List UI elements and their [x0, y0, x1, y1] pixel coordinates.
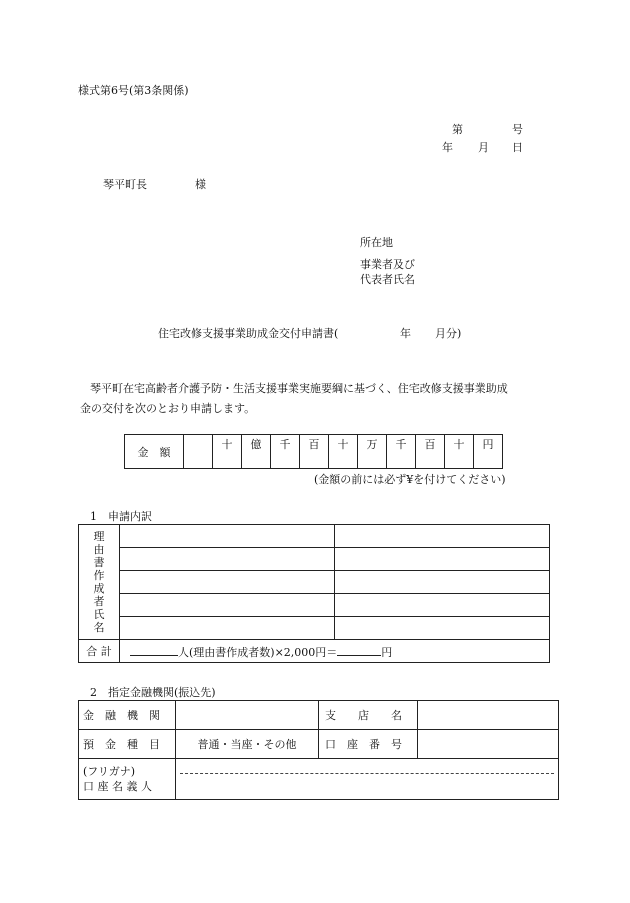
name-label-line2: 代表者氏名 [360, 273, 415, 286]
name-label-line1: 事業者及び [360, 258, 415, 271]
holder-label-cell [79, 759, 176, 800]
applicant-cell[interactable] [335, 571, 550, 594]
body-line-1: 琴平町在宅高齢者介護予防・生活支援事業実施要綱に基づく、住宅改修支援事業助成 [90, 382, 508, 395]
applicant-cell[interactable] [335, 525, 550, 548]
account-field[interactable] [418, 730, 559, 759]
vertical-label-char: 作 [93, 569, 105, 582]
amount-blank-cell[interactable] [184, 435, 213, 469]
total-text: 人(理由書作成者数)×2,000円＝ [178, 645, 338, 659]
applicant-cell[interactable] [120, 548, 335, 571]
applicant-name-label [79, 525, 120, 640]
address-label: 所在地 [360, 236, 393, 249]
amount-digit-cell[interactable]: 千 [387, 435, 416, 469]
amount-table [124, 434, 503, 469]
amount-digit-cell[interactable]: 十 [213, 435, 242, 469]
total-unit: 円 [381, 645, 393, 659]
applicant-cell[interactable] [335, 548, 550, 571]
section2-heading: 2 指定金融機関(振込先) [90, 686, 216, 699]
vertical-label-char: 名 [93, 621, 105, 634]
date-month: 月 [478, 141, 489, 154]
vertical-label-char: 氏 [93, 608, 105, 621]
bank-field[interactable] [176, 701, 319, 730]
total-label: 合 計 [79, 640, 120, 663]
amount-digit-cell[interactable]: 百 [300, 435, 329, 469]
furigana-divider [180, 759, 554, 774]
section1-heading: 1 申請内訳 [90, 510, 152, 523]
bank-table [78, 700, 559, 800]
vertical-label-char: 由 [93, 543, 105, 556]
applicant-cell[interactable] [335, 594, 550, 617]
total-count-field[interactable] [130, 643, 178, 656]
amount-digit-cell[interactable]: 十 [445, 435, 474, 469]
branch-field[interactable] [418, 701, 559, 730]
amount-digit-cell[interactable]: 億 [242, 435, 271, 469]
vertical-label-char: 者 [93, 595, 105, 608]
applicant-table [78, 524, 550, 663]
amount-label: 金 額 [125, 435, 184, 469]
applicant-cell[interactable] [120, 594, 335, 617]
applicant-cell[interactable] [120, 617, 335, 640]
holder-field[interactable] [176, 759, 559, 800]
bank-label: 金 融 機 関 [79, 701, 176, 730]
type-label: 預 金 種 目 [79, 730, 176, 759]
amount-digit-cell[interactable]: 十 [329, 435, 358, 469]
applicant-cell[interactable] [120, 571, 335, 594]
vertical-label-char: 書 [93, 556, 105, 569]
vertical-label-char: 成 [93, 582, 105, 595]
amount-note: (金額の前には必ず¥を付けてください) [314, 473, 506, 486]
account-label: 口 座 番 号 [319, 730, 418, 759]
amount-digit-cell[interactable]: 百 [416, 435, 445, 469]
amount-digit-cell[interactable]: 万 [358, 435, 387, 469]
page-title: 住宅改修支援事業助成金交付申請書( [158, 327, 339, 340]
vertical-label-char: 理 [93, 530, 105, 543]
applicant-cell[interactable] [335, 617, 550, 640]
title-year: 年 [400, 327, 411, 340]
furigana-label: (フリガナ) [83, 765, 136, 778]
applicant-cell[interactable] [120, 525, 335, 548]
number-prefix: 第 [452, 123, 463, 136]
total-row [120, 640, 550, 663]
number-suffix: 号 [512, 123, 523, 136]
body-line-2: 金の交付を次のとおり申請します。 [80, 402, 256, 415]
addressee-name: 琴平町長 [103, 178, 147, 191]
holder-label: 口 座 名 義 人 [83, 780, 152, 793]
type-options[interactable]: 普通・当座・その他 [176, 730, 319, 759]
date-year: 年 [442, 141, 453, 154]
total-amount-field[interactable] [337, 643, 381, 656]
amount-digit-cell[interactable]: 円 [474, 435, 503, 469]
amount-digit-cell[interactable]: 千 [271, 435, 300, 469]
form-id: 様式第6号(第3条関係) [78, 84, 189, 97]
title-month: 月分) [435, 327, 462, 340]
date-day: 日 [512, 141, 523, 154]
addressee-honorific: 様 [195, 178, 206, 191]
branch-label: 支 店 名 [319, 701, 418, 730]
